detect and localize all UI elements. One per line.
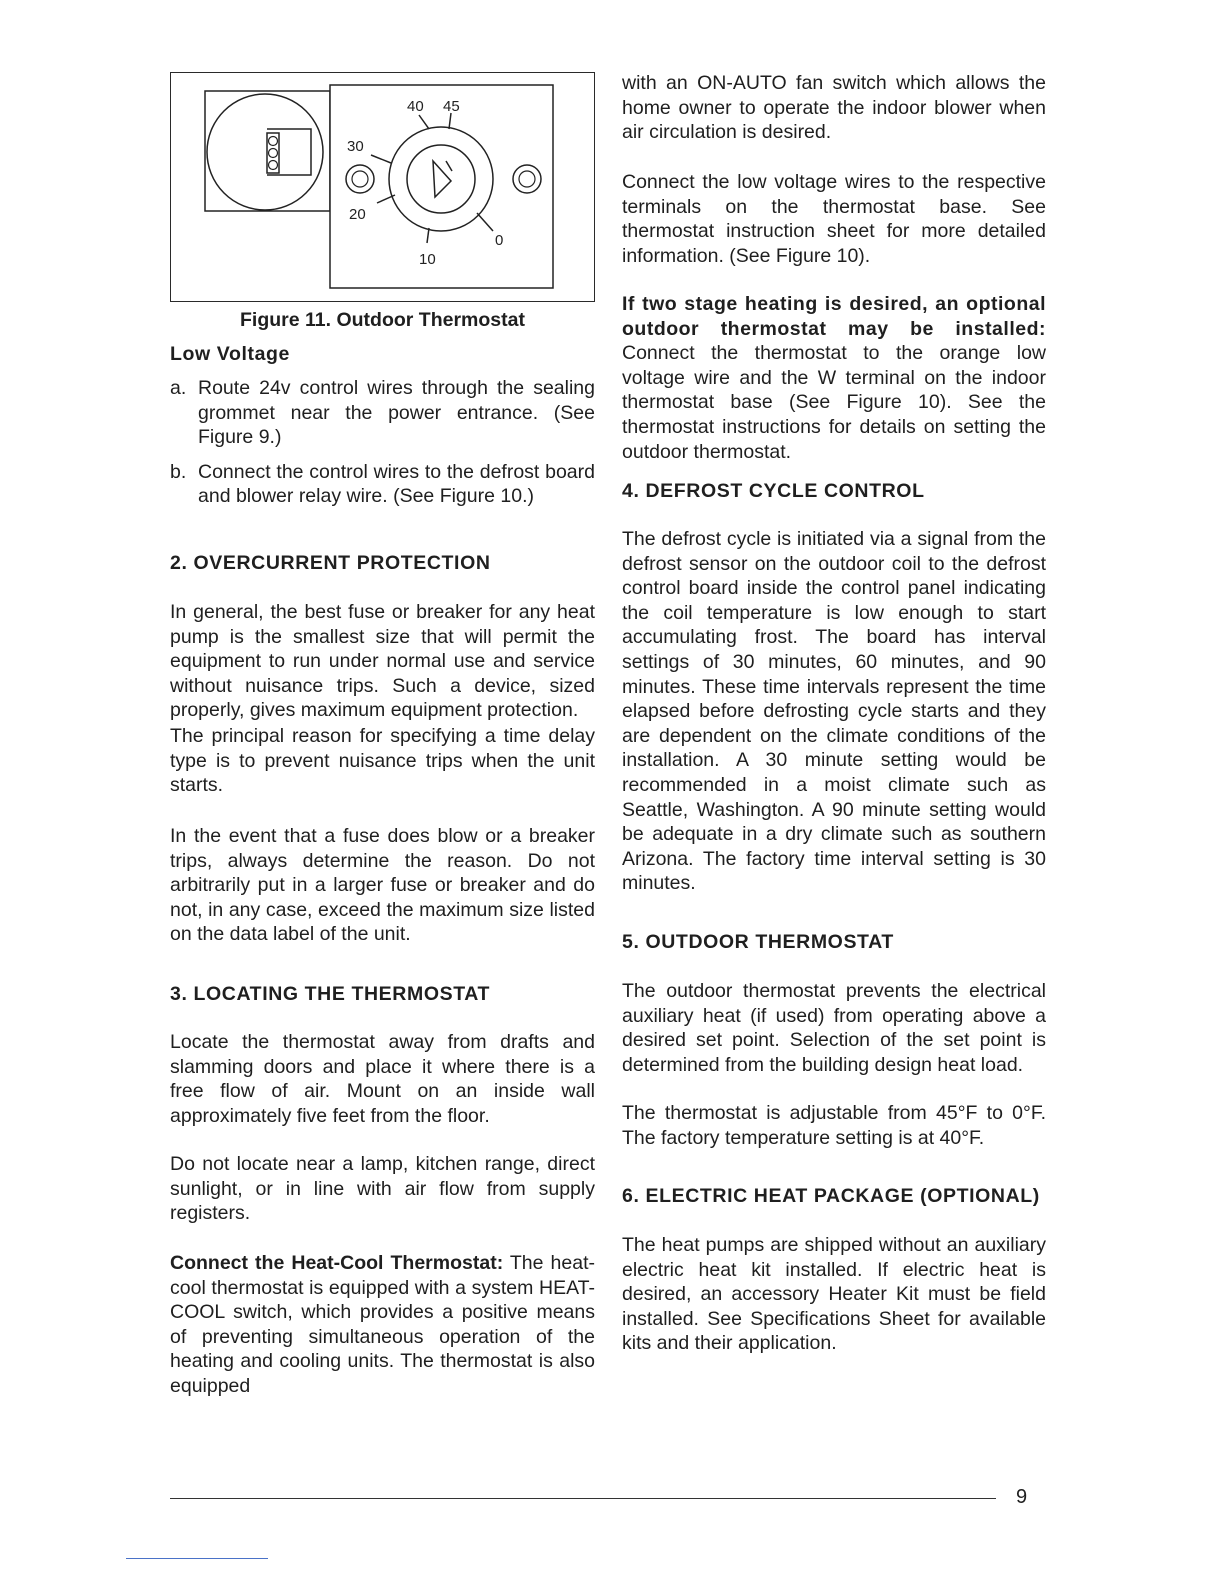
connect-thermostat-lead: Connect the Heat-Cool Thermostat: xyxy=(170,1252,504,1274)
list-marker: b. xyxy=(170,460,187,483)
overcurrent-heading: 2. OVERCURRENT PROTECTION xyxy=(170,552,491,574)
page-number: 9 xyxy=(1016,1486,1028,1508)
sensor-bulb xyxy=(207,94,323,210)
overcurrent-paragraph-3: In the event that a fuse does blow or a breaker trips, always determine the reason. Do not arbitrarily put in a larger fuse or breaker and do not, in any case, exceed the maximum size listed on the data label of the unit. xyxy=(170,825,595,946)
low-voltage-heading: Low Voltage xyxy=(170,343,290,365)
dial-label-40: 40 xyxy=(407,98,424,115)
electric-heat-heading: 6. ELECTRIC HEAT PACKAGE (OPTIONAL) xyxy=(622,1185,1040,1207)
connect-thermostat-text: The heat-cool thermostat is equipped with a system HEAT-COOL switch, which provides a positive means of preventing simultaneous operation of the heating and cooling units. The thermostat is also equipped xyxy=(170,1252,595,1397)
list-item-text: Route 24v control wires through the sealing grommet near the power entrance. (See Figure 9.) xyxy=(198,377,595,449)
figure-outdoor-thermostat xyxy=(170,72,595,302)
outdoor-thermostat-paragraph-2: The thermostat is adjustable from 45°F to 0°F. The factory temperature setting is at 40°F. xyxy=(622,1102,1046,1149)
footer-rule xyxy=(170,1498,996,1499)
outdoor-thermostat-paragraph-1: The outdoor thermostat prevents the electrical auxiliary heat (if used) from operating above a desired set point. Selection of the set point is determined from the building design heat load. xyxy=(622,980,1046,1076)
overcurrent-paragraph-1: In general, the best fuse or breaker for any heat pump is the smallest size that will permit the equipment to run under normal use and service without nuisance trips. Such a device, sized properly, gives maximum equipment protection. xyxy=(170,601,595,722)
two-stage-paragraph xyxy=(622,292,1046,464)
scan-edge-line xyxy=(126,1558,268,1559)
locating-paragraph-3 xyxy=(170,1251,595,1399)
figure-caption: Figure 11. Outdoor Thermostat xyxy=(240,309,525,331)
dial-label-0: 0 xyxy=(495,232,504,249)
list-item xyxy=(170,460,595,509)
list-item xyxy=(170,376,595,450)
outdoor-thermostat-heading: 5. OUTDOOR THERMOSTAT xyxy=(622,931,894,953)
list-marker: a. xyxy=(170,377,187,399)
dial-label-45: 45 xyxy=(443,98,460,115)
two-stage-lead: If two stage heating is desired, an optional outdoor thermostat may be installed: xyxy=(622,293,1046,340)
locating-heading: 3. LOCATING THE THERMOSTAT xyxy=(170,983,491,1005)
dial-label-10: 10 xyxy=(419,251,436,268)
defrost-heading: 4. DEFROST CYCLE CONTROL xyxy=(622,480,925,502)
locating-paragraph-2: Do not locate near a lamp, kitchen range, direct sunlight, or in line with air flow from supply registers. xyxy=(170,1153,595,1225)
two-stage-text: Connect the thermostat to the orange low voltage wire and the W terminal on the indoor thermostat base (See Figure 10). See the thermostat instructions for details on setting the outdoor thermostat. xyxy=(622,342,1046,463)
dial-label-20: 20 xyxy=(349,206,366,223)
thermostat-diagram xyxy=(171,73,596,303)
dial-label-30: 30 xyxy=(347,138,364,155)
locating-paragraph-1: Locate the thermostat away from drafts and slamming doors and place it where there is a free flow of air. Mount on an inside wall approximately five feet from the floor. xyxy=(170,1031,595,1127)
list-item-text: Connect the control wires to the defrost board and blower relay wire. (See Figure 10.) xyxy=(198,460,595,508)
connect-wires-paragraph: Connect the low voltage wires to the respective terminals on the thermostat base. See thermostat instruction sheet for more detailed information. (See Figure 10). xyxy=(622,171,1046,267)
fan-switch-paragraph: with an ON-AUTO fan switch which allows the home owner to operate the indoor blower when air circulation is desired. xyxy=(622,72,1046,144)
defrost-paragraph: The defrost cycle is initiated via a signal from the defrost sensor on the outdoor coil to the defrost control board inside the control panel indicating the coil temperature is low enough to start accumulating frost. The board has interval settings of 30 minutes, 60 minutes, and 90 minutes. These time intervals represent the time elapsed before defrosting cycle starts and they are dependent on the climate conditions of the installation. A 30 minute setting would be recommended in a moist climate such as Seattle, Washington. A 90 minute setting would be adequate in a dry climate such as southern Arizona. The factory time interval setting is 30 minutes. xyxy=(622,528,1046,895)
electric-heat-paragraph: The heat pumps are shipped without an auxiliary electric heat kit installed. If electric heat is desired, an accessory Heater Kit must be field installed. See Specifications Sheet for available kits and their application. xyxy=(622,1234,1046,1355)
overcurrent-paragraph-2: The principal reason for specifying a time delay type is to prevent nuisance trips when the unit starts. xyxy=(170,725,595,797)
low-voltage-list xyxy=(170,376,595,509)
